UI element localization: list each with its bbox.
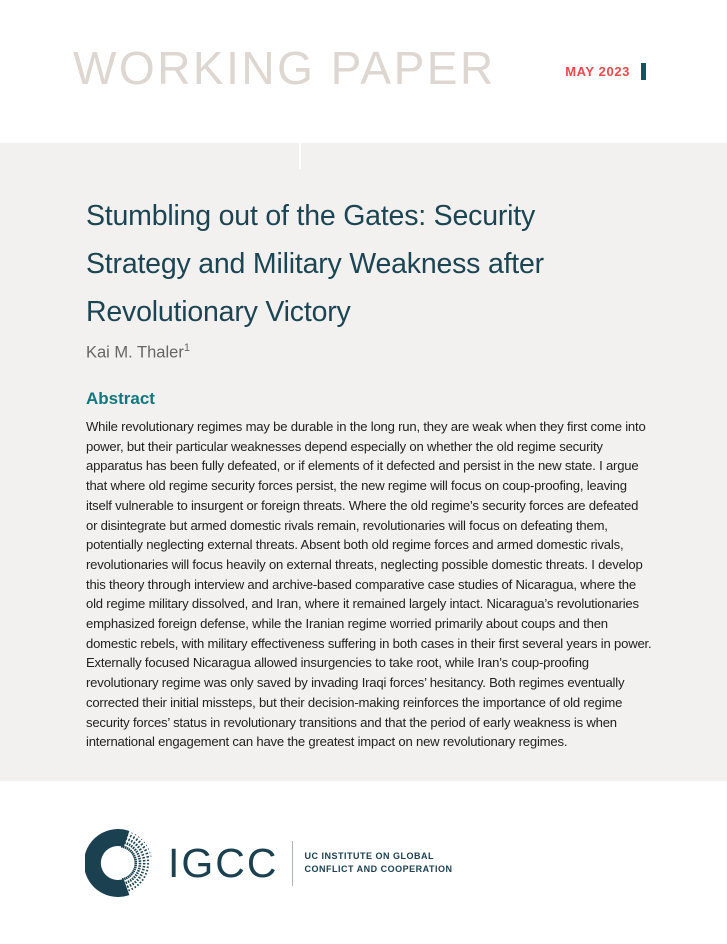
logo-divider <box>292 841 293 886</box>
paper-title-line-1: Stumbling out of the Gates: Security <box>86 200 536 232</box>
accent-bar <box>641 63 646 80</box>
igcc-logo-acronym: IGCC <box>168 839 279 886</box>
author-name: Kai M. Thaler <box>86 343 184 362</box>
igcc-logo-name-line-1: UC INSTITUTE ON GLOBAL <box>304 851 434 861</box>
paper-title-line-3: Revolutionary Victory <box>86 296 351 328</box>
igcc-logo-name-line-2: CONFLICT AND COOPERATION <box>304 864 453 874</box>
paper-title-line-2: Strategy and Military Weakness after <box>86 248 544 280</box>
author-line <box>86 342 190 363</box>
igcc-logo-icon <box>85 829 153 897</box>
igcc-logo <box>85 828 453 898</box>
band-divider-tick <box>299 143 301 169</box>
paper-title <box>86 192 666 336</box>
abstract-text: While revolutionary regimes may be durable in the long run, they are weak when they first come into power, but their particular weaknesses depend especially on whether the old regime security apparatus has been fully defeated, or if elements of it defected and persist in the new state. I argue that where old regime security forces persist, the new regime will focus on coup-proofing, leaving itself vulnerable to insurgent or foreign threats. Where the old regime’s security forces are defeated or disintegrate but armed domestic rivals remain, revolutionaries will focus on defeating them, potentially neglecting external threats. Absent both old regime forces and armed domestic rivals, revolutionaries will focus heavily on external threats, neglecting possible domestic threats. I develop this theory through interview and archive-based comparative case studies of Nicaragua, where the old regime military dissolved, and Iran, where it remained largely intact. Nicaragua’s revolutionaries emphasized foreign defense, while the Iranian regime worried primarily about coups and then domestic rebels, with military effectiveness suffering in both cases in their first several years in power. Externally focused Nicaragua allowed insurgencies to take root, while Iran’s coup-proofing revolutionary regime was only saved by invading Iraqi forces’ hesitancy. Both regimes eventually corrected their initial missteps, but their decision-making reinforces the importance of old regime security forces’ status in revolutionary transitions and that the period of early weakness is when international engagement can have the greatest impact on new revolutionary regimes. <box>86 419 652 750</box>
masthead-title: WORKING PAPER <box>73 42 496 94</box>
igcc-logo-fullname <box>305 850 453 876</box>
issue-date: MAY 2023 <box>565 64 630 79</box>
issue-date-row <box>565 63 646 80</box>
author-footnote-marker: 1 <box>183 342 190 354</box>
abstract-heading: Abstract <box>86 389 155 408</box>
